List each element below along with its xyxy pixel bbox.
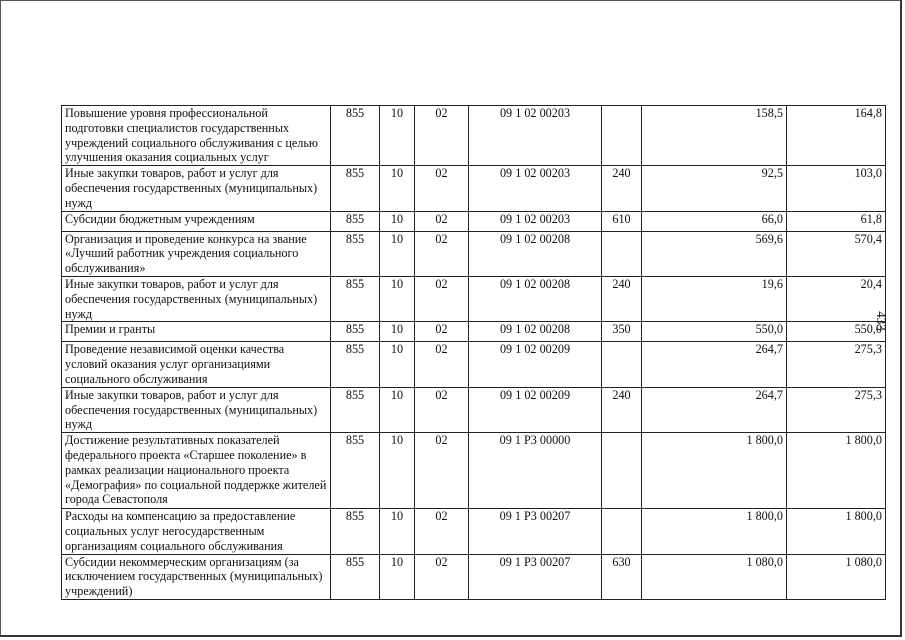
item-name-cell: Проведение независимой оценки качества условий оказания услуг организациями социального обслуживания xyxy=(62,342,331,387)
subsection-code-cell: 02 xyxy=(415,276,469,321)
table-row xyxy=(62,106,886,166)
subsection-code-cell: 02 xyxy=(415,166,469,211)
subsection-code-cell: 02 xyxy=(415,211,469,231)
expense-type-cell xyxy=(602,231,642,276)
item-name-cell: Субсидии некоммерческим организациям (за исключением государственных (муниципальных) учреждений) xyxy=(62,554,331,599)
amount-year2-cell: 1 800,0 xyxy=(787,509,886,554)
ministry-code-cell: 855 xyxy=(331,166,380,211)
table-row xyxy=(62,166,886,211)
table-row xyxy=(62,231,886,276)
amount-year1-cell: 550,0 xyxy=(642,322,787,342)
section-code-cell: 10 xyxy=(380,554,415,599)
section-code-cell: 10 xyxy=(380,276,415,321)
subsection-code-cell: 02 xyxy=(415,106,469,166)
amount-year1-cell: 19,6 xyxy=(642,276,787,321)
amount-year2-cell: 550,0 xyxy=(787,322,886,342)
subsection-code-cell: 02 xyxy=(415,433,469,509)
amount-year2-cell: 164,8 xyxy=(787,106,886,166)
target-article-cell: 09 1 P3 00207 xyxy=(469,509,602,554)
amount-year1-cell: 264,7 xyxy=(642,342,787,387)
target-article-cell: 09 1 02 00209 xyxy=(469,342,602,387)
subsection-code-cell: 02 xyxy=(415,554,469,599)
amount-year1-cell: 1 800,0 xyxy=(642,509,787,554)
section-code-cell: 10 xyxy=(380,342,415,387)
item-name-cell: Премии и гранты xyxy=(62,322,331,342)
target-article-cell: 09 1 P3 00207 xyxy=(469,554,602,599)
amount-year1-cell: 1 080,0 xyxy=(642,554,787,599)
expense-type-cell: 240 xyxy=(602,387,642,432)
target-article-cell: 09 1 02 00203 xyxy=(469,106,602,166)
section-code-cell: 10 xyxy=(380,387,415,432)
amount-year2-cell: 103,0 xyxy=(787,166,886,211)
expense-type-cell xyxy=(602,106,642,166)
amount-year2-cell: 275,3 xyxy=(787,342,886,387)
target-article-cell: 09 1 02 00203 xyxy=(469,211,602,231)
amount-year2-cell: 1 080,0 xyxy=(787,554,886,599)
item-name-cell: Иные закупки товаров, работ и услуг для обеспечения государственных (муниципальных) нужд xyxy=(62,387,331,432)
ministry-code-cell: 855 xyxy=(331,231,380,276)
section-code-cell: 10 xyxy=(380,322,415,342)
target-article-cell: 09 1 02 00209 xyxy=(469,387,602,432)
section-code-cell: 10 xyxy=(380,433,415,509)
amount-year2-cell: 570,4 xyxy=(787,231,886,276)
amount-year1-cell: 158,5 xyxy=(642,106,787,166)
item-name-cell: Достижение результативных показателей федерального проекта «Старшее поколение» в рамках реализации национального проекта «Демография» по социальной поддержке жителей города Севастополя xyxy=(62,433,331,509)
section-code-cell: 10 xyxy=(380,509,415,554)
budget-table xyxy=(61,105,889,600)
expense-type-cell: 630 xyxy=(602,554,642,599)
target-article-cell: 09 1 02 00208 xyxy=(469,322,602,342)
section-code-cell: 10 xyxy=(380,211,415,231)
item-name-cell: Иные закупки товаров, работ и услуг для обеспечения государственных (муниципальных) нужд xyxy=(62,166,331,211)
ministry-code-cell: 855 xyxy=(331,509,380,554)
expense-type-cell: 350 xyxy=(602,322,642,342)
expense-type-cell xyxy=(602,342,642,387)
table-row xyxy=(62,554,886,599)
subsection-code-cell: 02 xyxy=(415,342,469,387)
item-name-cell: Расходы на компенсацию за предоставление социальных услуг негосударственным организациям социального обслуживания xyxy=(62,509,331,554)
amount-year1-cell: 264,7 xyxy=(642,387,787,432)
expense-type-cell xyxy=(602,433,642,509)
table-row xyxy=(62,211,886,231)
table-body xyxy=(62,106,889,600)
amount-year1-cell: 92,5 xyxy=(642,166,787,211)
section-code-cell: 10 xyxy=(380,231,415,276)
ministry-code-cell: 855 xyxy=(331,342,380,387)
target-article-cell: 09 1 P3 00000 xyxy=(469,433,602,509)
amount-year2-cell: 1 800,0 xyxy=(787,433,886,509)
section-code-cell: 10 xyxy=(380,166,415,211)
subsection-code-cell: 02 xyxy=(415,231,469,276)
table-row xyxy=(62,387,886,432)
expense-type-cell xyxy=(602,509,642,554)
table-row xyxy=(62,342,886,387)
target-article-cell: 09 1 02 00208 xyxy=(469,276,602,321)
table-row xyxy=(62,509,886,554)
amount-year2-cell: 61,8 xyxy=(787,211,886,231)
table-row xyxy=(62,322,886,342)
amount-year2-cell: 275,3 xyxy=(787,387,886,432)
amount-year1-cell: 66,0 xyxy=(642,211,787,231)
item-name-cell: Повышение уровня профессиональной подготовки специалистов государственных учреждений социального обслуживания с целью улучшения оказания социальных услуг xyxy=(62,106,331,166)
ministry-code-cell: 855 xyxy=(331,554,380,599)
ministry-code-cell: 855 xyxy=(331,211,380,231)
ministry-code-cell: 855 xyxy=(331,433,380,509)
item-name-cell: Иные закупки товаров, работ и услуг для обеспечения государственных (муниципальных) нужд xyxy=(62,276,331,321)
subsection-code-cell: 02 xyxy=(415,509,469,554)
amount-year2-cell: 20,4 xyxy=(787,276,886,321)
ministry-code-cell: 855 xyxy=(331,276,380,321)
table-row xyxy=(62,433,886,509)
ministry-code-cell: 855 xyxy=(331,106,380,166)
item-name-cell: Субсидии бюджетным учреждениям xyxy=(62,211,331,231)
ministry-code-cell: 855 xyxy=(331,387,380,432)
expense-type-cell: 610 xyxy=(602,211,642,231)
ministry-code-cell: 855 xyxy=(331,322,380,342)
target-article-cell: 09 1 02 00208 xyxy=(469,231,602,276)
expense-type-cell: 240 xyxy=(602,276,642,321)
section-code-cell: 10 xyxy=(380,106,415,166)
target-article-cell: 09 1 02 00203 xyxy=(469,166,602,211)
page-number: 433 xyxy=(874,311,889,331)
subsection-code-cell: 02 xyxy=(415,322,469,342)
item-name-cell: Организация и проведение конкурса на звание «Лучший работник учреждения социального обслуживания» xyxy=(62,231,331,276)
subsection-code-cell: 02 xyxy=(415,387,469,432)
expense-type-cell: 240 xyxy=(602,166,642,211)
table-row xyxy=(62,276,886,321)
amount-year1-cell: 569,6 xyxy=(642,231,787,276)
amount-year1-cell: 1 800,0 xyxy=(642,433,787,509)
